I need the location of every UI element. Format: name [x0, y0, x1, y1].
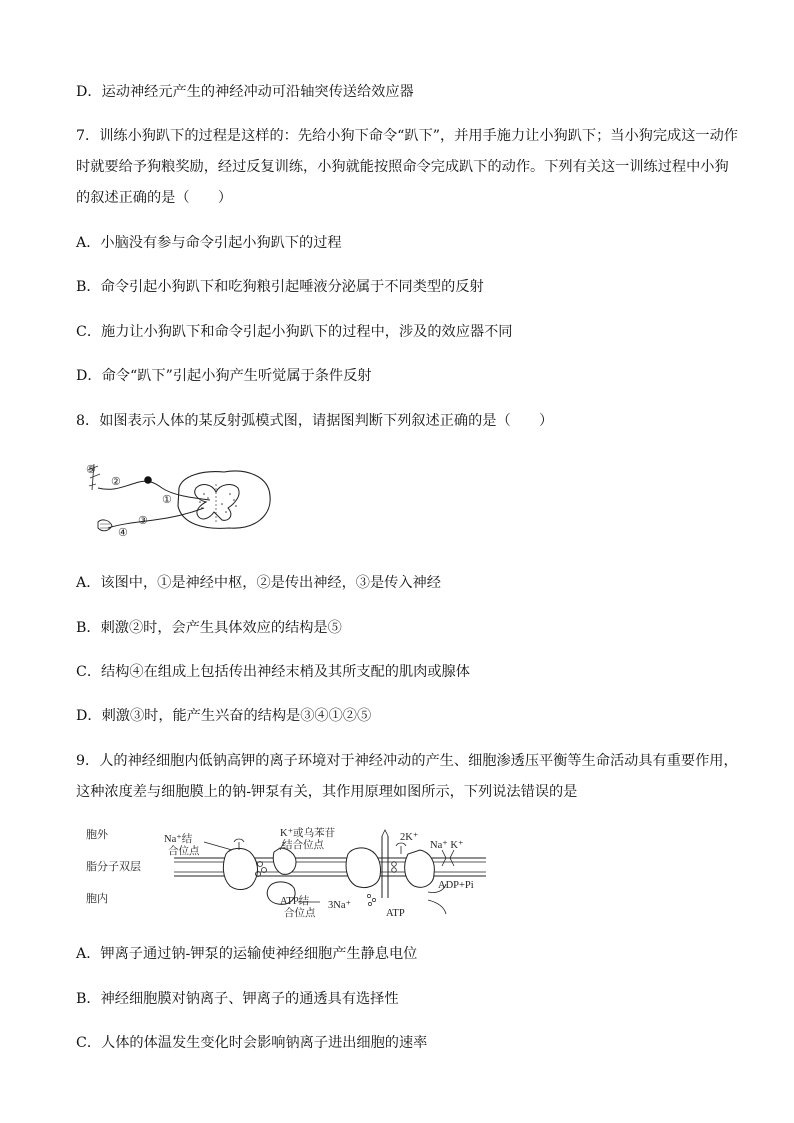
q9-stem-line-2: 这种浓度差与细胞膜上的钠-钾泵有关，其作用原理如图所示，下列说法错误的是 [76, 784, 578, 800]
efferent-fiber [108, 508, 204, 528]
label-na-k: Na⁺ K⁺ [430, 840, 464, 851]
label-inside: 胞内 [86, 893, 108, 905]
label-5: ⑤ [86, 464, 96, 476]
q7-option-c: C．施力让小狗趴下和命令引起小狗趴下的过程中，涉及的效应器不同 [76, 324, 513, 340]
label-k-site-2: 结合位点 [282, 840, 324, 851]
ganglion [144, 476, 152, 484]
label-1: ① [162, 494, 172, 506]
q7-option-a: A．小脑没有参与命令引起小狗趴下的过程 [76, 235, 342, 251]
q6-option-d: D．运动神经元产生的神经冲动可沿轴突传送给效应器 [76, 84, 414, 100]
label-3: ③ [138, 515, 148, 527]
label-4: ④ [118, 527, 128, 539]
gray-matter [195, 485, 239, 521]
effector-muscle [98, 520, 112, 531]
q8-stem: 8．如图表示人体的某反射弧模式图，请据图判断下列叙述正确的是（ ） [76, 413, 554, 429]
pump-protein-3 [346, 848, 380, 888]
label-na-site-2: 合位点 [168, 846, 200, 857]
label-na-site-1: Na⁺结 [164, 834, 193, 845]
q8-option-d: D．刺激③时，能产生兴奋的结构是③④①②⑤ [76, 708, 372, 724]
q9-option-a: A．钾离子通过钠-钾泵的运输使神经细胞产生静息电位 [76, 946, 418, 962]
label-outside: 胞外 [86, 829, 108, 841]
label-2k: 2K⁺ [400, 832, 419, 843]
q7-stem-line-3: 的叙述正确的是（ ） [76, 190, 233, 206]
q8-option-a: A．该图中，①是神经中枢，②是传出神经，③是传入神经 [76, 575, 441, 591]
label-bilayer: 脂分子双层 [86, 861, 141, 873]
label-atp-site-2: 合位点 [284, 908, 316, 919]
label-k-site-1: K⁺或乌苯苷 [280, 828, 336, 839]
q7-stem-line-1: 7．训练小狗趴下的过程是这样的：先给小狗下命令“趴下”，并用手施力让小狗趴下；当小狗完成这一动作 [76, 128, 738, 144]
q7-option-b: B．命令引起小狗趴下和吃狗粮引起唾液分泌属于不同类型的反射 [76, 279, 484, 295]
sodium-potassium-pump-figure [84, 824, 498, 920]
q7-option-d: D．命令“趴下”引起小狗产生听觉属于条件反射 [76, 368, 372, 384]
spinal-cord-outline [178, 471, 270, 528]
q9-option-c: C．人体的体温发生变化时会影响钠离子进出细胞的速率 [76, 1035, 428, 1051]
reflex-arc-figure [84, 458, 284, 542]
label-3na: 3Na⁺ [328, 900, 352, 911]
pump-protein-1 [223, 848, 257, 889]
label-2: ② [111, 476, 121, 488]
q9-option-b: B．神经细胞膜对钠离子、钾离子的通透具有选择性 [76, 991, 399, 1007]
label-atp: ATP [386, 908, 405, 919]
q9-stem-line-1: 9．人的神经细胞内低钠高钾的离子环境对于神经冲动的产生、细胞渗透压平衡等生命活动具有重要作用， [76, 753, 738, 769]
pump-protein-4 [405, 850, 435, 887]
q7-stem-line-2: 时就要给予狗粮奖励，经过反复训练，小狗就能按照命令完成趴下的动作。下列有关这一训练过程中小狗 [76, 159, 729, 175]
label-adp: ADP+Pi [438, 880, 474, 891]
q8-option-c: C．结构④在组成上包括传出神经末梢及其所支配的肌肉或腺体 [76, 664, 470, 680]
q8-option-b: B．刺激②时，会产生具体效应的结构是⑤ [76, 620, 342, 636]
label-atp-site-1: ATP结 [280, 896, 310, 907]
